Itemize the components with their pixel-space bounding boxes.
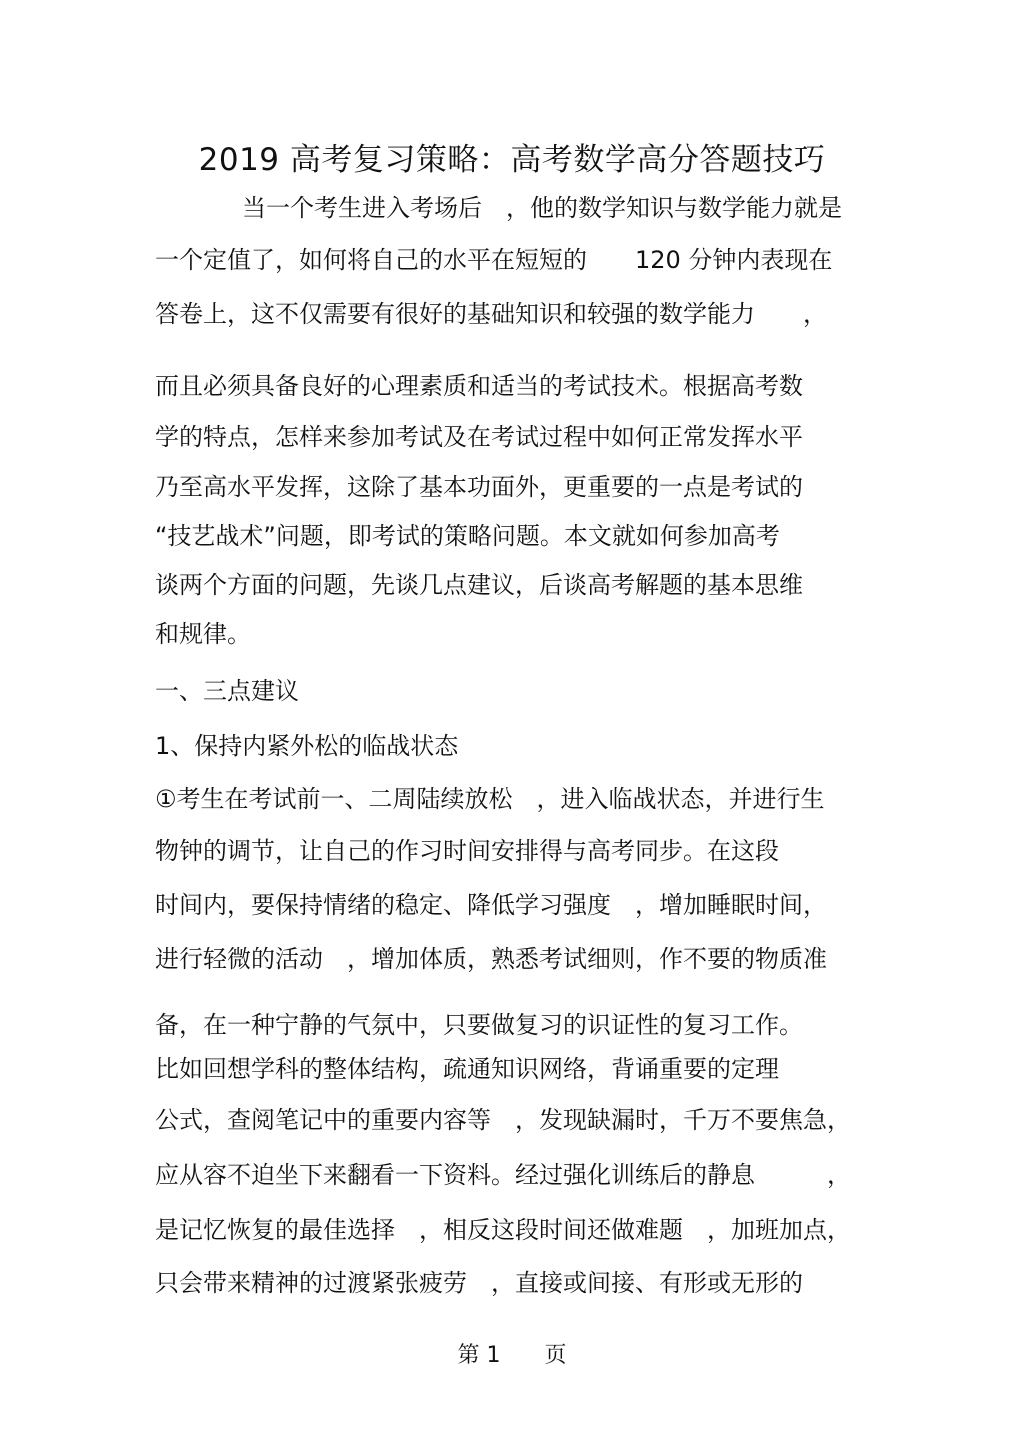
paragraph-line: 学的特点，怎样来参加考试及在考试过程中如何正常发挥水平 <box>155 423 803 451</box>
paragraph-line: 答卷上，这不仅需要有很好的基础知识和较强的数学能力 ， <box>155 300 827 328</box>
section-heading: 一、三点建议 <box>155 677 299 705</box>
paragraph-line: 时间内，要保持情绪的稳定、降低学习强度 ，增加睡眠时间， <box>155 891 827 919</box>
paragraph-line: 只会带来精神的过渡紧张疲劳 ，直接或间接、有形或无形的 <box>155 1269 803 1297</box>
paragraph-line: ①考生在考试前一、二周陆续放松 ，进入临战状态，并进行生 <box>155 785 825 813</box>
paragraph-line: 而且必须具备良好的心理素质和适当的考试技术。根据高考数 <box>155 372 803 400</box>
paragraph-line: 一个定值了，如何将自己的水平在短短的 120 分钟内表现在 <box>155 246 833 274</box>
paragraph-line: 当一个考生进入考场后 ，他的数学知识与数学能力就是 <box>242 194 842 222</box>
paragraph-line: 公式，查阅笔记中的重要内容等 ，发现缺漏时，千万不要焦急， <box>155 1106 851 1134</box>
paragraph-line: 和规律。 <box>155 620 251 648</box>
paragraph-line: 应从容不迫坐下来翻看一下资料。经过强化训练后的静息 ， <box>155 1161 851 1189</box>
paragraph-line: 乃至高水平发挥，这除了基本功面外，更重要的一点是考试的 <box>155 473 803 501</box>
paragraph-line: 是记忆恢复的最佳选择 ，相反这段时间还做难题 ，加班加点， <box>155 1216 851 1244</box>
subsection-heading: 1、保持内紧外松的临战状态 <box>155 732 459 760</box>
paragraph-line: 进行轻微的活动 ，增加体质，熟悉考试细则，作不要的物质准 <box>155 945 827 973</box>
page-title: 2019 高考复习策略：高考数学高分答题技巧 <box>198 142 826 178</box>
paragraph-line: 比如回想学科的整体结构，疏通知识网络，背诵重要的定理 <box>155 1055 779 1083</box>
paragraph-line: 物钟的调节，让自己的作习时间安排得与高考同步。在这段 <box>155 837 779 865</box>
paragraph-line: “技艺战术”问题，即考试的策略问题。本文就如何参加高考 <box>155 522 780 550</box>
paragraph-line: 谈两个方面的问题，先谈几点建议，后谈高考解题的基本思维 <box>155 571 803 599</box>
page-number: 第 1 页 <box>457 1343 567 1368</box>
paragraph-line: 备，在一种宁静的气氛中，只要做复习的识证性的复习工作。 <box>155 1011 803 1039</box>
